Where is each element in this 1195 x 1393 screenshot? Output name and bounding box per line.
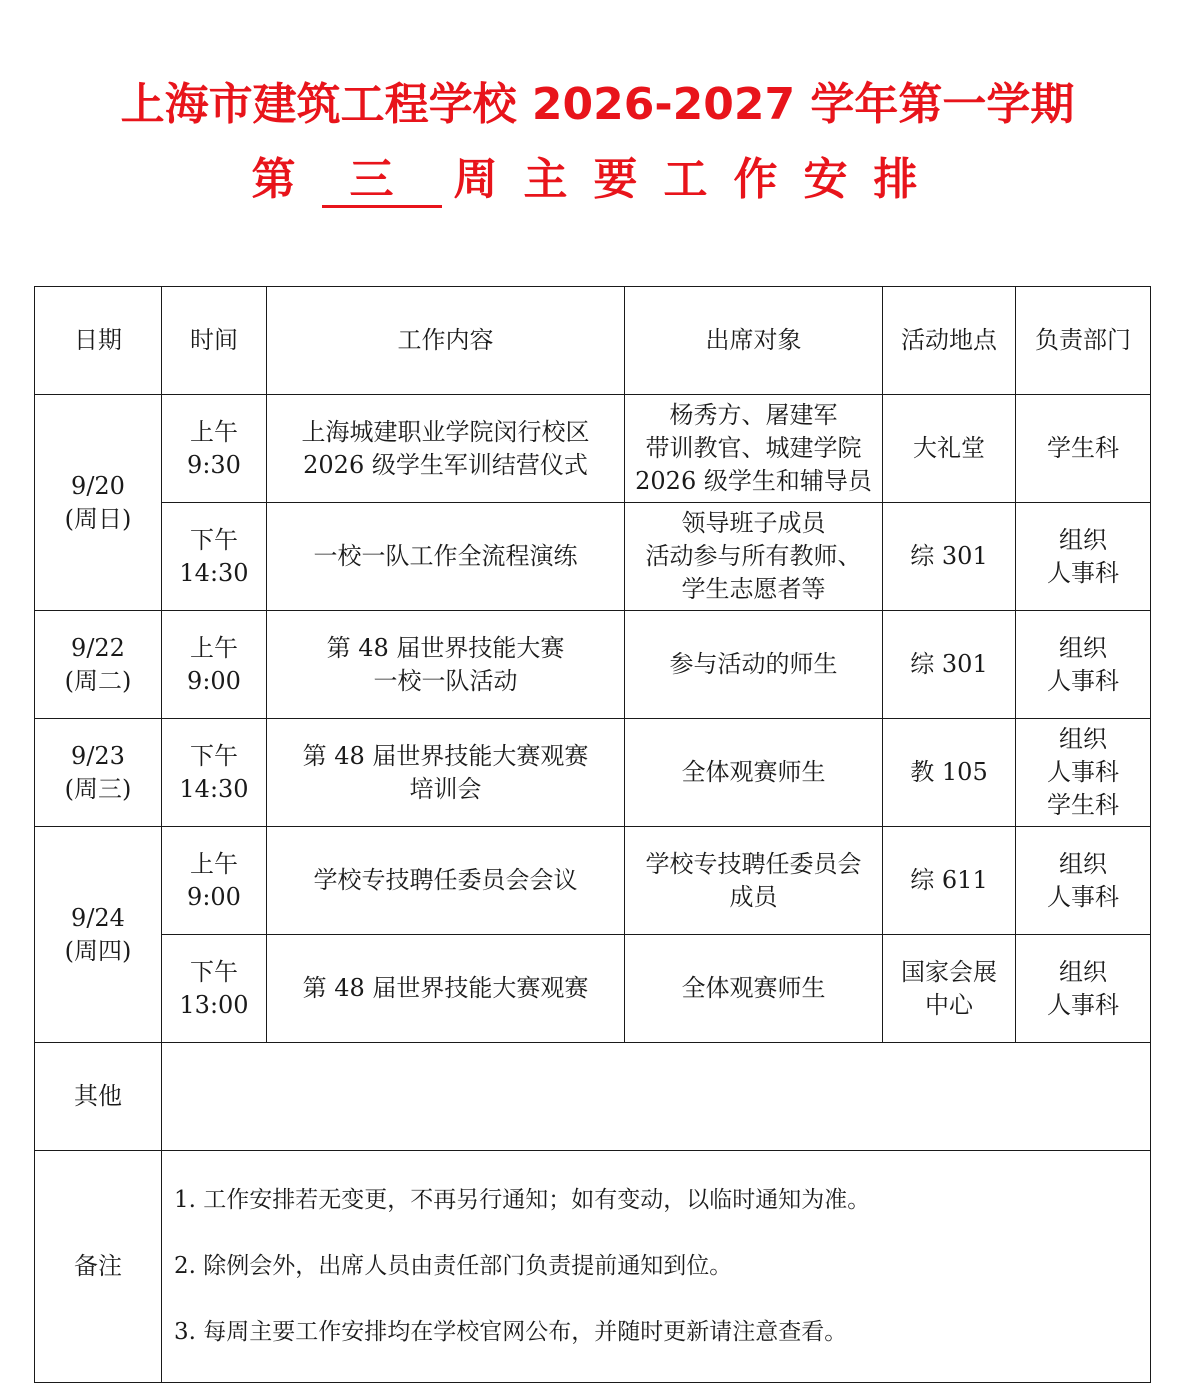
content-cell: 第 48 届世界技能大赛观赛 培训会 [267, 719, 625, 827]
table-row [35, 719, 1151, 827]
department-cell: 组织 人事科 [1016, 935, 1151, 1043]
table-row [35, 935, 1151, 1043]
table-row [35, 503, 1151, 611]
attendees-cell: 杨秀方、屠建军 带训教官、城建学院 2026 级学生和辅导员 [625, 395, 883, 503]
location-cell: 综 301 [883, 503, 1016, 611]
table-row [35, 827, 1151, 935]
attendees-cell: 全体观赛师生 [625, 935, 883, 1043]
attendees-cell: 学校专技聘任委员会 成员 [625, 827, 883, 935]
header-content: 工作内容 [267, 287, 625, 395]
remark-item: 3. 每周主要工作安排均在学校官网公布，并随时更新请注意查看。 [174, 1319, 848, 1345]
department-cell: 组织 人事科 学生科 [1016, 719, 1151, 827]
time-cell: 上午 9:30 [162, 395, 267, 503]
location-cell: 国家会展 中心 [883, 935, 1016, 1043]
header-department: 负责部门 [1016, 287, 1151, 395]
location-cell: 综 611 [883, 827, 1016, 935]
document-title: 上海市建筑工程学校 2026-2027 学年第一学期 [120, 79, 1075, 130]
header-time: 时间 [162, 287, 267, 395]
date-cell: 9/23 (周三) [35, 719, 162, 827]
content-cell: 上海城建职业学院闵行校区 2026 级学生军训结营仪式 [267, 395, 625, 503]
remark-item: 2. 除例会外，出席人员由责任部门负责提前通知到位。 [174, 1253, 733, 1279]
header-attendees: 出席对象 [625, 287, 883, 395]
content-cell: 第 48 届世界技能大赛 一校一队活动 [267, 611, 625, 719]
schedule-table [34, 286, 1151, 1383]
content-cell: 学校专技聘任委员会会议 [267, 827, 625, 935]
location-cell: 综 301 [883, 611, 1016, 719]
document-subtitle [0, 150, 1195, 210]
location-cell: 教 105 [883, 719, 1016, 827]
date-cell: 9/20 (周日) [35, 395, 162, 611]
location-cell: 大礼堂 [883, 395, 1016, 503]
remarks-content [162, 1151, 1151, 1383]
time-cell: 下午 14:30 [162, 503, 267, 611]
date-cell: 9/24 (周四) [35, 827, 162, 1043]
attendees-cell: 全体观赛师生 [625, 719, 883, 827]
other-row [35, 1043, 1151, 1151]
remark-item: 1. 工作安排若无变更，不再另行通知；如有变动，以临时通知为准。 [174, 1187, 871, 1213]
other-value [162, 1043, 1151, 1151]
department-cell: 组织 人事科 [1016, 611, 1151, 719]
other-label: 其他 [35, 1043, 162, 1151]
time-cell: 下午 14:30 [162, 719, 267, 827]
content-cell: 一校一队工作全流程演练 [267, 503, 625, 611]
department-cell: 学生科 [1016, 395, 1151, 503]
table-row [35, 395, 1151, 503]
time-cell: 上午 9:00 [162, 827, 267, 935]
department-cell: 组织 人事科 [1016, 503, 1151, 611]
remarks-label: 备注 [35, 1151, 162, 1383]
header-location: 活动地点 [883, 287, 1016, 395]
week-number: 三 [322, 155, 442, 208]
subtitle-prefix: 第 [251, 154, 322, 205]
table-header-row [35, 287, 1151, 395]
attendees-cell: 领导班子成员 活动参与所有教师、 学生志愿者等 [625, 503, 883, 611]
subtitle-suffix: 周主要工作安排 [453, 154, 944, 205]
content-cell: 第 48 届世界技能大赛观赛 [267, 935, 625, 1043]
department-cell: 组织 人事科 [1016, 827, 1151, 935]
date-cell: 9/22 (周二) [35, 611, 162, 719]
table-row [35, 611, 1151, 719]
time-cell: 上午 9:00 [162, 611, 267, 719]
header-date: 日期 [35, 287, 162, 395]
attendees-cell: 参与活动的师生 [625, 611, 883, 719]
time-cell: 下午 13:00 [162, 935, 267, 1043]
remarks-row [35, 1151, 1151, 1383]
